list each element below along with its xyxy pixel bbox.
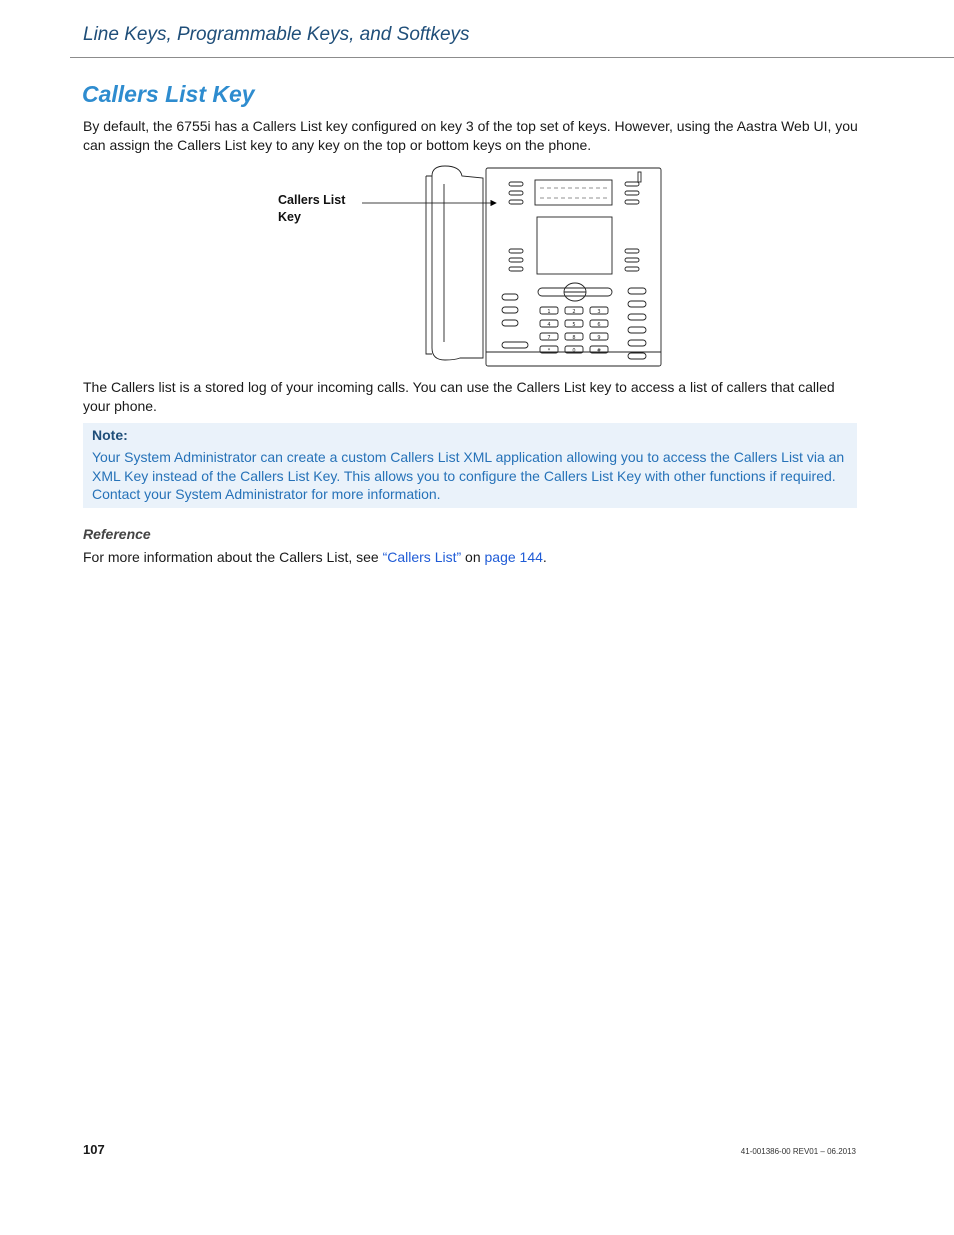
reference-middle: on <box>461 549 485 565</box>
main-screen <box>537 217 612 274</box>
key-2: 2 <box>572 309 576 315</box>
key-8: 8 <box>572 335 576 341</box>
note-box <box>83 423 857 508</box>
key-0: 0 <box>572 348 576 354</box>
callers-list-description: The Callers list is a stored log of your incoming calls. You can use the Callers List key to access a list of callers that called your phone. <box>83 379 835 414</box>
reference-paragraph <box>83 548 863 567</box>
section-title: Callers List Key <box>82 81 255 107</box>
running-header: Line Keys, Programmable Keys, and Softkeys <box>83 24 470 45</box>
page-144-link[interactable]: page 144 <box>484 549 543 565</box>
key-hash: # <box>596 348 602 354</box>
key-6: 6 <box>597 322 601 328</box>
top-right-keys <box>625 182 639 204</box>
reference-prefix: For more information about the Callers List, see <box>83 549 383 565</box>
callout-line-1: Callers List <box>278 193 346 207</box>
key-7: 7 <box>547 335 551 341</box>
intro-paragraph: By default, the 6755i has a Callers List key configured on key 3 of the top set of keys. However, using the Aastra Web UI, you can assign the Callers List key to any key on the top or bottom keys on the phone. <box>83 118 858 153</box>
bottom-right-keys <box>625 249 639 271</box>
callout-line-2: Key <box>278 210 301 224</box>
key-9: 9 <box>597 335 601 341</box>
key-5: 5 <box>572 322 576 328</box>
callers-list-link[interactable]: “Callers List” <box>382 549 462 565</box>
top-left-keys <box>509 182 523 204</box>
document-id: 41-001386-00 REV01 – 06.2013 <box>740 1147 856 1156</box>
key-star: * <box>547 348 551 354</box>
bottom-left-keys <box>509 249 523 271</box>
key-4: 4 <box>547 322 551 328</box>
page-number: 107 <box>83 1142 105 1157</box>
key-1: 1 <box>547 309 551 315</box>
header-rule <box>70 57 954 58</box>
reference-suffix: . <box>542 549 547 565</box>
phone-illustration <box>270 162 670 372</box>
phone-figure <box>270 162 670 372</box>
handset <box>432 166 483 360</box>
note-label: Note: <box>92 427 128 443</box>
top-display <box>535 180 612 205</box>
right-function-keys <box>628 288 646 359</box>
left-function-keys <box>502 294 528 348</box>
key-3: 3 <box>597 309 601 315</box>
note-text: Your System Administrator can create a custom Callers List XML application allowing you to access the Callers List via an XML Key instead of the Callers List Key. This allows you to configure the Callers List Key with other functions if required. Contact your System Administrator for more information. <box>92 449 845 502</box>
reference-heading: Reference <box>83 526 151 542</box>
